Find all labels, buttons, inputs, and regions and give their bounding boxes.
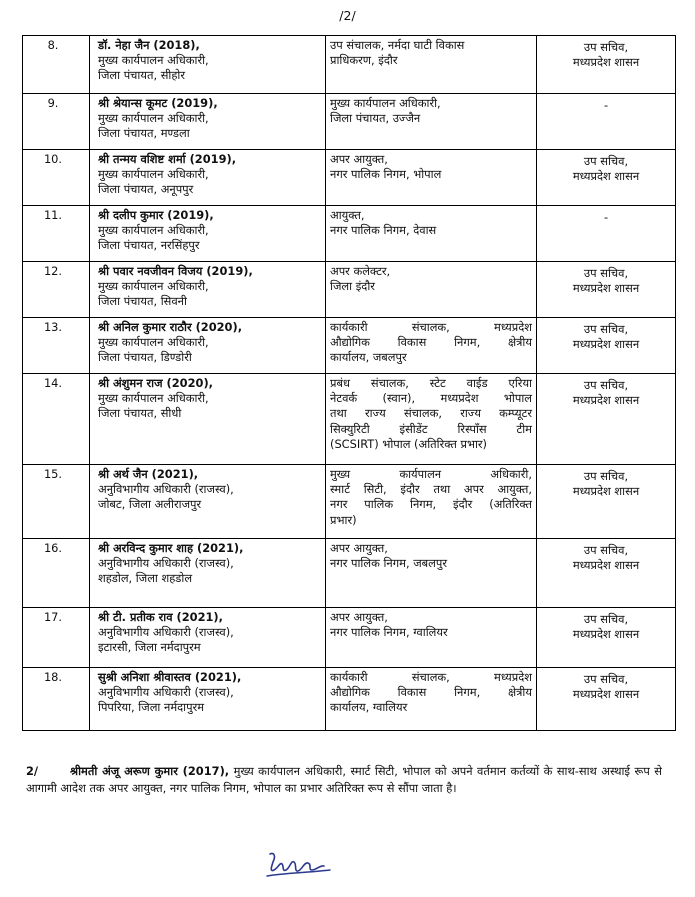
charge-line: मध्यप्रदेश शासन xyxy=(572,281,640,296)
posting-line: औद्योगिक विकास निगम, क्षेत्रीय xyxy=(330,685,532,700)
officer-name: श्री टी. प्रतीक राव (2021), xyxy=(98,610,223,624)
posting-line: अपर आयुक्त, xyxy=(330,610,388,624)
new-posting-cell xyxy=(326,318,537,374)
page-number: /2/ xyxy=(339,8,356,23)
additional-charge-cell xyxy=(537,94,676,150)
officer-detail-line: मुख्य कार्यपालन अधिकारी, xyxy=(98,111,209,126)
officer-detail-line: मुख्य कार्यपालन अधिकारी, xyxy=(98,391,209,406)
officer-name: श्री दलीप कुमार (2019), xyxy=(98,208,214,222)
officer-cell xyxy=(90,539,326,608)
officer-detail-line: मुख्य कार्यपालन अधिकारी, xyxy=(98,53,209,68)
charge-line: मध्यप्रदेश शासन xyxy=(572,627,640,642)
new-posting-cell xyxy=(326,608,537,668)
charge-line: उप सचिव, xyxy=(583,266,629,280)
note-officer-name: श्रीमती अंजू अरूण कुमार (2017), xyxy=(70,764,230,778)
officer-detail-line: जिला पंचायत, नरसिंहपुर xyxy=(98,238,200,253)
additional-charge-cell xyxy=(537,36,676,94)
officer-cell xyxy=(90,36,326,94)
additional-charge-cell xyxy=(537,206,676,262)
serial-number-cell: 15. xyxy=(23,465,90,539)
posting-line: मुख्य कार्यपालन अधिकारी, xyxy=(330,467,532,481)
officer-detail-line: जिला पंचायत, अनूपपुर xyxy=(98,182,194,197)
officer-detail-line: जिला पंचायत, सिवनी xyxy=(98,294,187,309)
officer-name: श्री अरविन्द कुमार शाह (2021), xyxy=(98,541,244,555)
officer-name: श्री अनिल कुमार राठौर (2020), xyxy=(98,320,243,334)
officer-cell xyxy=(90,318,326,374)
charge-line: मध्यप्रदेश शासन xyxy=(572,393,640,408)
charge-line: मध्यप्रदेश शासन xyxy=(572,169,640,184)
new-posting-cell xyxy=(326,668,537,731)
additional-charge-cell xyxy=(537,465,676,539)
officer-name: श्री अर्थ जैन (2021), xyxy=(98,467,199,481)
table-row xyxy=(23,374,676,465)
additional-charge-cell xyxy=(537,668,676,731)
table-row xyxy=(23,150,676,206)
officer-detail-line: इटारसी, जिला नर्मदापुरम xyxy=(98,640,201,655)
posting-line: अपर कलेक्टर, xyxy=(330,264,391,278)
table-row xyxy=(23,318,676,374)
posting-line: औद्योगिक विकास निगम, क्षेत्रीय xyxy=(330,335,532,350)
posting-line: नगर पालिक निगम, भोपाल xyxy=(330,167,442,182)
posting-line: कार्यालय, ग्वालियर xyxy=(330,700,408,715)
table-row xyxy=(23,36,676,94)
posting-line: कार्यकारी संचालक, मध्यप्रदेश xyxy=(330,320,532,334)
posting-line: प्रभार) xyxy=(330,512,357,527)
officer-detail-line: मुख्य कार्यपालन अधिकारी, xyxy=(98,335,209,350)
new-posting-cell xyxy=(326,374,537,465)
posting-line: प्रबंध संचालक, स्टेट वाईड एरिया xyxy=(330,376,532,390)
additional-charge-cell xyxy=(537,608,676,668)
officer-detail-line: अनुविभागीय अधिकारी (राजस्व), xyxy=(98,556,234,571)
new-posting-cell xyxy=(326,36,537,94)
officer-detail-line: अनुविभागीय अधिकारी (राजस्व), xyxy=(98,685,234,700)
posting-line: अपर आयुक्त, xyxy=(330,152,388,166)
officer-detail-line: पिपरिया, जिला नर्मदापुरम xyxy=(98,700,205,715)
posting-line: प्राधिकरण, इंदौर xyxy=(330,53,398,68)
officer-detail-line: जिला पंचायत, डिण्डोरी xyxy=(98,350,192,365)
serial-number-cell: 16. xyxy=(23,539,90,608)
charge-line: उप सचिव, xyxy=(583,154,629,168)
charge-line: उप सचिव, xyxy=(583,322,629,336)
serial-number-cell: 18. xyxy=(23,668,90,731)
officer-detail-line: जोबट, जिला अलीराजपुर xyxy=(98,497,202,512)
additional-charge-cell xyxy=(537,539,676,608)
additional-charge-cell xyxy=(537,150,676,206)
officer-detail-line: मुख्य कार्यपालन अधिकारी, xyxy=(98,167,209,182)
serial-number-cell: 13. xyxy=(23,318,90,374)
charge-line: उप सचिव, xyxy=(583,612,629,626)
officer-name: श्री अंशुमन राज (2020), xyxy=(98,376,213,390)
posting-line: नगर पालिक निगम, जबलपुर xyxy=(330,556,448,571)
officer-cell xyxy=(90,206,326,262)
additional-charge-cell xyxy=(537,374,676,465)
charge-line: मध्यप्रदेश शासन xyxy=(572,55,640,70)
officer-detail-line: जिला पंचायत, मण्डला xyxy=(98,126,190,141)
table-row xyxy=(23,608,676,668)
officer-name: श्री श्रेयान्स कूमट (2019), xyxy=(98,96,218,110)
serial-number-cell: 10. xyxy=(23,150,90,206)
charge-line: मध्यप्रदेश शासन xyxy=(572,558,640,573)
additional-charge-cell xyxy=(537,262,676,318)
posting-line: कार्यालय, जबलपुर xyxy=(330,350,407,365)
officer-detail-line: जिला पंचायत, सीधी xyxy=(98,406,182,421)
charge-line: उप सचिव, xyxy=(583,40,629,54)
officer-transfer-table xyxy=(22,35,676,731)
serial-number-cell: 9. xyxy=(23,94,90,150)
officer-name: सुश्री अनिशा श्रीवास्तव (2021), xyxy=(98,670,242,684)
charge-line: मध्यप्रदेश शासन xyxy=(572,337,640,352)
posting-line: जिला पंचायत, उज्जैन xyxy=(330,111,421,126)
table-body xyxy=(23,36,676,731)
note-paragraph xyxy=(26,763,662,797)
posting-line: स्मार्ट सिटी, इंदौर तथा अपर आयुक्त, xyxy=(330,482,532,497)
serial-number-cell: 11. xyxy=(23,206,90,262)
charge-line: उप सचिव, xyxy=(583,378,629,392)
officer-detail-line: शहडोल, जिला शहडोल xyxy=(98,571,193,586)
officer-cell xyxy=(90,668,326,731)
serial-number-cell: 8. xyxy=(23,36,90,94)
posting-line: (SCSIRT) भोपाल (अतिरिक्त प्रभार) xyxy=(330,436,488,451)
officer-detail-line: मुख्य कार्यपालन अधिकारी, xyxy=(98,223,209,238)
charge-line: - xyxy=(603,98,609,112)
charge-line: उप सचिव, xyxy=(583,543,629,557)
officer-detail-line: मुख्य कार्यपालन अधिकारी, xyxy=(98,279,209,294)
posting-line: अपर आयुक्त, xyxy=(330,541,388,555)
new-posting-cell xyxy=(326,539,537,608)
officer-name: श्री पवार नवजीवन विजय (2019), xyxy=(98,264,253,278)
paragraph-number: 2/ xyxy=(26,764,39,778)
officer-cell xyxy=(90,608,326,668)
posting-line: कार्यकारी संचालक, मध्यप्रदेश xyxy=(330,670,532,684)
charge-line: मध्यप्रदेश शासन xyxy=(572,484,640,499)
officer-cell xyxy=(90,374,326,465)
posting-line: नगर पालिक निगम, ग्वालियर xyxy=(330,625,448,640)
officer-detail-line: अनुविभागीय अधिकारी (राजस्व), xyxy=(98,625,234,640)
charge-line: - xyxy=(603,210,609,224)
table-row xyxy=(23,94,676,150)
posting-line: मुख्य कार्यपालन अधिकारी, xyxy=(330,96,441,110)
officer-name: श्री तन्मय वशिष्ट शर्मा (2019), xyxy=(98,152,237,166)
table-row xyxy=(23,262,676,318)
charge-line: मध्यप्रदेश शासन xyxy=(572,687,640,702)
serial-number-cell: 14. xyxy=(23,374,90,465)
officer-cell xyxy=(90,150,326,206)
new-posting-cell xyxy=(326,94,537,150)
posting-line: जिला इंदौर xyxy=(330,279,375,294)
table-row xyxy=(23,539,676,608)
note-text: मुख्य कार्यपालन अधिकारी, स्मार्ट सिटी, भोपाल को अपने वर्तमान कर्तव्यों के साथ-साथ अस्थाई रूप से आगामी आदेश तक अपर आयुक्त, नगर पालिक निगम, भोपाल का प्रभार अतिरिक्त रूप से सौंपा जाता है। xyxy=(26,764,662,795)
posting-line: नगर पालिक निगम, देवास xyxy=(330,223,437,238)
officer-cell xyxy=(90,262,326,318)
additional-charge-cell xyxy=(537,318,676,374)
table-row xyxy=(23,206,676,262)
serial-number-cell: 12. xyxy=(23,262,90,318)
posting-line: नेटवर्क (स्वान), मध्यप्रदेश भोपाल xyxy=(330,391,532,406)
posting-line: तथा राज्य संचालक, राज्य कम्प्यूटर xyxy=(330,406,532,421)
charge-line: उप सचिव, xyxy=(583,469,629,483)
table-row xyxy=(23,668,676,731)
officer-detail-line: अनुविभागीय अधिकारी (राजस्व), xyxy=(98,482,234,497)
new-posting-cell xyxy=(326,465,537,539)
officer-cell xyxy=(90,94,326,150)
charge-line: उप सचिव, xyxy=(583,672,629,686)
officer-name: डॉ. नेहा जैन (2018), xyxy=(98,38,200,52)
posting-line: उप संचालक, नर्मदा घाटी विकास xyxy=(330,38,465,52)
new-posting-cell xyxy=(326,262,537,318)
posting-line: नगर पालिक निगम, इंदौर (अतिरिक्त xyxy=(330,497,532,512)
officer-cell xyxy=(90,465,326,539)
officer-detail-line: जिला पंचायत, सीहोर xyxy=(98,68,185,83)
new-posting-cell xyxy=(326,206,537,262)
new-posting-cell xyxy=(326,150,537,206)
serial-number-cell: 17. xyxy=(23,608,90,668)
posting-line: आयुक्त, xyxy=(330,208,365,222)
table-row xyxy=(23,465,676,539)
signature-icon xyxy=(264,848,334,882)
posting-line: सिक्युरिटी इंसीडेंट रिस्पाँस टीम xyxy=(330,421,532,436)
